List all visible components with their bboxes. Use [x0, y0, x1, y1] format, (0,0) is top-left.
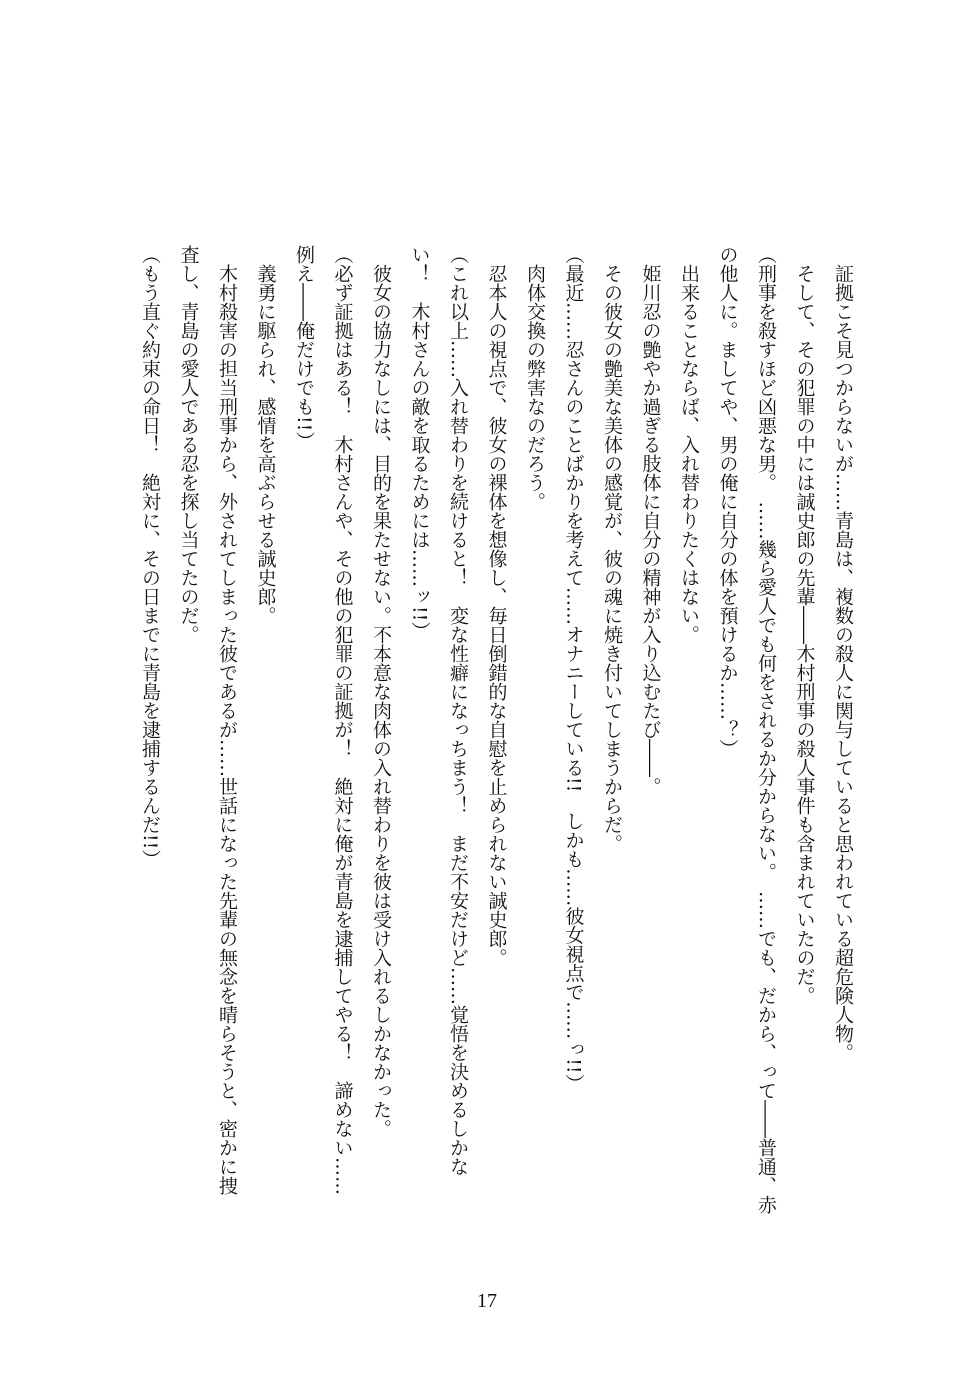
- page-number: 17: [477, 1290, 497, 1312]
- text-line: い！ 木村さんの敵を取るためには……ッ!!）: [408, 245, 431, 641]
- text-line: （刑事を殺すほど凶悪な男。 ……幾ら愛人でも何をされるか分からない。 ……でも、だから、って――普通、赤: [755, 245, 777, 1214]
- text-line: 肉体交換の弊害なのだろう。: [524, 245, 546, 511]
- text-line: 例え――俺だけでも!!）: [293, 245, 315, 451]
- text-line: 忍本人の視点で、彼女の裸体を想像し、毎日倒錯的な自慰を止められない誠史郎。: [485, 245, 508, 967]
- text-line: 義勇に駆られ、感情を高ぶらせる誠史郎。: [254, 245, 277, 625]
- text-line: （必ず証拠はある！ 木村さんや、その他の犯罪の証拠が！ 絶対に俺が青島を逮捕してやる！ 諦めない……: [331, 245, 354, 1195]
- vertical-text-body: [131, 245, 863, 1214]
- text-line: 木村殺害の担当刑事から、外されてしまった彼であるが……世話になった先輩の無念を晴らそうと、密かに捜: [216, 245, 238, 1195]
- text-line: （もう直ぐ約束の命日！ 絶対に、その日までに青島を逮捕するんだ!!）: [139, 245, 161, 869]
- text-line: 彼女の協力なしには、目的を果たせない。不本意な肉体の入れ替わりを彼は受け入れるしかなかった。: [370, 245, 392, 1138]
- text-line: そして、その犯罪の中には誠史郎の先輩――木村刑事の殺人事件も含まれていたのだ。: [793, 245, 816, 1005]
- text-line: 証拠こそ見つからないが……青島は、複数の殺人に関与していると思われている超危険人物。: [832, 245, 854, 1062]
- text-line: 査し、青島の愛人である忍を探し当てたのだ。: [177, 245, 200, 644]
- text-line: （これ以上……入れ替わりを続けると！ 変な性癖になっちまう！ まだ不安だけど……覚悟を決めるしかな: [447, 245, 469, 1176]
- text-line: の他人に。ましてや、男の俺に自分の体を預けるか……？）: [716, 245, 739, 758]
- text-line: （最近……忍さんのことばかりを考えて……オナニーしている!! しかも……彼女視点で……っ!!）: [562, 245, 585, 1093]
- text-line: その彼女の艶美な美体の感覚が、彼の魂に焼き付いてしまうからだ。: [601, 245, 623, 853]
- text-line: 姫川忍の艶やか過ぎる肢体に自分の精神が入り込むたび――。: [639, 245, 662, 796]
- text-line: 出来ることならば、入れ替わりたくはない。: [678, 245, 700, 644]
